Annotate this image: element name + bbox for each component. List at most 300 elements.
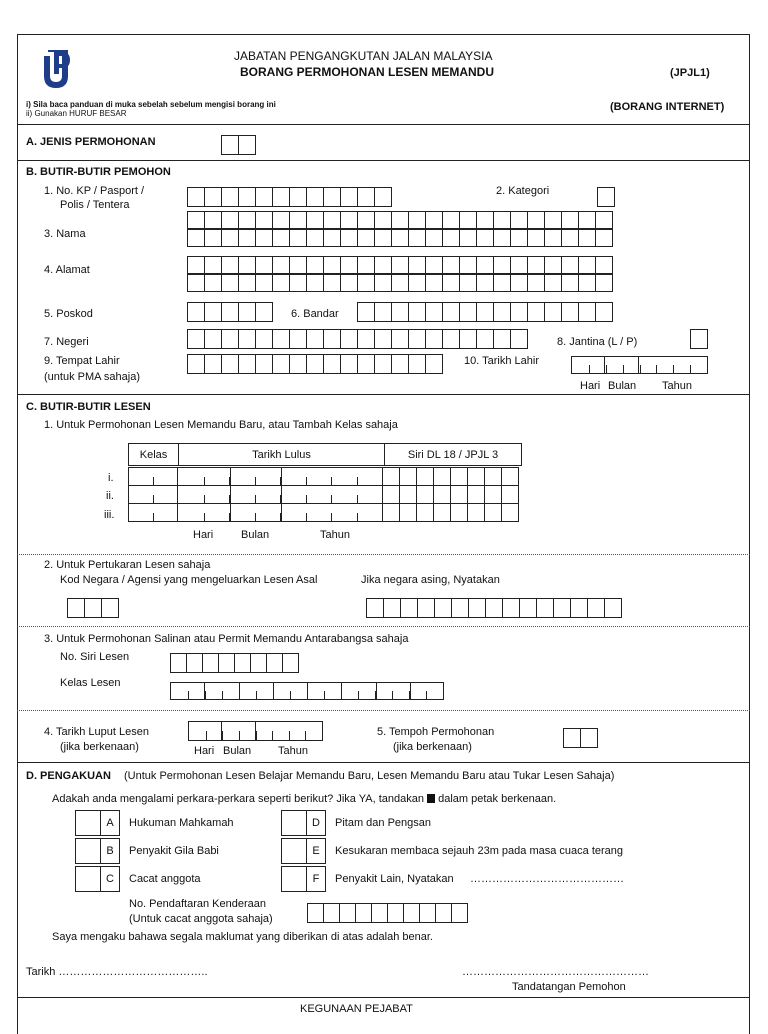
- char-box[interactable]: [357, 256, 375, 274]
- char-box[interactable]: [595, 302, 613, 322]
- char-box[interactable]: [435, 903, 452, 923]
- char-box[interactable]: [459, 302, 477, 322]
- char-box[interactable]: [425, 211, 443, 229]
- divider: [239, 682, 240, 700]
- char-box[interactable]: [417, 598, 435, 618]
- char-box[interactable]: [493, 229, 511, 247]
- char-box[interactable]: [187, 302, 205, 322]
- char-box[interactable]: [255, 302, 273, 322]
- char-box[interactable]: [510, 211, 528, 229]
- checkbox-b[interactable]: [75, 838, 101, 864]
- char-box[interactable]: [476, 229, 494, 247]
- char-box[interactable]: [425, 256, 443, 274]
- kod-negara-input[interactable]: [67, 598, 119, 618]
- bandar-label: 6. Bandar: [291, 308, 339, 320]
- section-b-title: B. BUTIR-BUTIR PEMOHON: [26, 166, 171, 178]
- char-box[interactable]: [459, 256, 477, 274]
- char-box[interactable]: [510, 274, 528, 292]
- char-box[interactable]: [544, 256, 562, 274]
- kelas-cell[interactable]: [128, 467, 178, 486]
- hari-label: Hari: [194, 745, 215, 757]
- char-box[interactable]: [408, 274, 426, 292]
- char-box[interactable]: [374, 256, 392, 274]
- bulan-label: Bulan: [241, 529, 270, 541]
- char-box[interactable]: [374, 187, 392, 207]
- divider: [638, 356, 639, 374]
- char-box[interactable]: [400, 598, 418, 618]
- jantina-input[interactable]: [690, 329, 708, 349]
- char-box[interactable]: [282, 653, 299, 673]
- tarikh-lulus-cell[interactable]: [177, 503, 383, 522]
- char-box[interactable]: [382, 503, 400, 522]
- char-box[interactable]: [484, 485, 502, 504]
- char-box[interactable]: [221, 354, 239, 374]
- char-box[interactable]: [595, 229, 613, 247]
- char-box[interactable]: [570, 598, 588, 618]
- char-box[interactable]: [306, 229, 324, 247]
- char-box[interactable]: [408, 354, 426, 374]
- char-box[interactable]: [501, 467, 519, 486]
- char-box[interactable]: [289, 211, 307, 229]
- char-box[interactable]: [493, 302, 511, 322]
- char-box[interactable]: [425, 354, 443, 374]
- char-box[interactable]: [451, 598, 469, 618]
- char-box[interactable]: [391, 354, 409, 374]
- char-box[interactable]: [374, 211, 392, 229]
- char-box[interactable]: [578, 274, 596, 292]
- char-box[interactable]: [527, 229, 545, 247]
- char-box[interactable]: [391, 211, 409, 229]
- char-box[interactable]: [238, 256, 256, 274]
- char-box[interactable]: [187, 274, 205, 292]
- kelas-cell[interactable]: [128, 485, 178, 504]
- char-box[interactable]: [272, 274, 290, 292]
- char-box[interactable]: [408, 229, 426, 247]
- char-box[interactable]: [476, 274, 494, 292]
- char-box[interactable]: [340, 274, 358, 292]
- char-box[interactable]: [442, 229, 460, 247]
- checkbox-label: Pitam dan Pengsan: [335, 817, 432, 829]
- tempoh-input[interactable]: [563, 728, 598, 748]
- char-box[interactable]: [450, 467, 468, 486]
- char-box[interactable]: [501, 503, 519, 522]
- char-box[interactable]: [578, 211, 596, 229]
- char-box[interactable]: [510, 229, 528, 247]
- char-box[interactable]: [391, 302, 409, 322]
- checkbox-d[interactable]: [281, 810, 307, 836]
- char-box[interactable]: [374, 329, 392, 349]
- char-box[interactable]: [238, 229, 256, 247]
- char-box[interactable]: [323, 354, 341, 374]
- char-box[interactable]: [255, 256, 273, 274]
- char-box[interactable]: [425, 329, 443, 349]
- char-box[interactable]: [289, 256, 307, 274]
- char-box[interactable]: [255, 274, 273, 292]
- nama-input-row-2[interactable]: [187, 229, 613, 247]
- negeri-input[interactable]: [187, 329, 528, 349]
- char-box[interactable]: [187, 187, 205, 207]
- char-box[interactable]: [323, 211, 341, 229]
- char-box[interactable]: [527, 211, 545, 229]
- checkbox-f[interactable]: [281, 866, 307, 892]
- char-box[interactable]: [204, 229, 222, 247]
- reg-label: No. Pendaftaran Kenderaan: [129, 898, 266, 910]
- char-box[interactable]: [255, 229, 273, 247]
- divider: [17, 626, 750, 627]
- char-box[interactable]: [416, 485, 434, 504]
- col-siri: Siri DL 18 / JPJL 3: [385, 444, 522, 466]
- char-box[interactable]: [578, 302, 596, 322]
- char-box[interactable]: [357, 187, 375, 207]
- char-box[interactable]: [357, 211, 375, 229]
- nama-input-row-1[interactable]: [187, 211, 613, 229]
- char-box[interactable]: [578, 229, 596, 247]
- char-box[interactable]: [527, 274, 545, 292]
- char-box[interactable]: [187, 329, 205, 349]
- col-tarikh: Tarikh Lulus: [179, 444, 385, 466]
- char-box[interactable]: [408, 211, 426, 229]
- char-box[interactable]: [204, 256, 222, 274]
- char-box[interactable]: [391, 229, 409, 247]
- char-box[interactable]: [451, 903, 468, 923]
- char-box[interactable]: [468, 598, 486, 618]
- char-box[interactable]: [476, 211, 494, 229]
- char-box[interactable]: [238, 211, 256, 229]
- divider: [17, 710, 750, 711]
- char-box[interactable]: [484, 467, 502, 486]
- char-box[interactable]: [442, 302, 460, 322]
- penyakit-lain-line[interactable]: ……………………………………: [470, 873, 624, 885]
- checkbox-letter: C: [100, 866, 120, 892]
- char-box[interactable]: [459, 229, 477, 247]
- char-box[interactable]: [238, 329, 256, 349]
- poskod-input[interactable]: [187, 302, 273, 322]
- char-box[interactable]: [382, 467, 400, 486]
- char-box[interactable]: [255, 329, 273, 349]
- char-box[interactable]: [391, 274, 409, 292]
- char-box[interactable]: [387, 903, 404, 923]
- bulan-label: Bulan: [608, 380, 637, 392]
- char-box[interactable]: [250, 653, 267, 673]
- char-box[interactable]: [340, 329, 358, 349]
- char-box[interactable]: [442, 274, 460, 292]
- char-box[interactable]: [510, 329, 528, 349]
- char-box[interactable]: [340, 256, 358, 274]
- jantina-label: 8. Jantina (L / P): [557, 336, 638, 348]
- char-box[interactable]: [467, 485, 485, 504]
- char-box[interactable]: [450, 503, 468, 522]
- char-box[interactable]: [476, 329, 494, 349]
- char-box[interactable]: [221, 256, 239, 274]
- reg-input[interactable]: [307, 903, 468, 923]
- char-box[interactable]: [221, 329, 239, 349]
- dept-name: JABATAN PENGANGKUTAN JALAN MALAYSIA: [234, 49, 493, 63]
- char-box[interactable]: [340, 354, 358, 374]
- tahun-label: Tahun: [278, 745, 308, 757]
- char-box[interactable]: [561, 229, 579, 247]
- tarikh-lahir-input[interactable]: [571, 356, 708, 374]
- char-box[interactable]: [186, 653, 203, 673]
- char-box[interactable]: [323, 229, 341, 247]
- char-box[interactable]: [221, 187, 239, 207]
- char-box[interactable]: [459, 211, 477, 229]
- char-box[interactable]: [323, 256, 341, 274]
- char-box[interactable]: [383, 598, 401, 618]
- char-box[interactable]: [459, 329, 477, 349]
- char-box[interactable]: [493, 329, 511, 349]
- divider: [410, 682, 411, 700]
- char-box[interactable]: [202, 653, 219, 673]
- char-box[interactable]: [527, 302, 545, 322]
- char-box[interactable]: [536, 598, 554, 618]
- char-box[interactable]: [67, 598, 85, 618]
- char-box[interactable]: [510, 256, 528, 274]
- reg-note: (Untuk cacat anggota sahaja): [129, 913, 273, 925]
- char-box[interactable]: [408, 329, 426, 349]
- char-box[interactable]: [561, 256, 579, 274]
- checkbox-label: Penyakit Gila Babi: [129, 845, 219, 857]
- char-box[interactable]: [255, 354, 273, 374]
- tarikh-lulus-cell[interactable]: [177, 485, 383, 504]
- char-box[interactable]: [357, 274, 375, 292]
- divider: [255, 721, 256, 741]
- char-box[interactable]: [221, 211, 239, 229]
- char-box[interactable]: [323, 187, 341, 207]
- char-box[interactable]: [408, 256, 426, 274]
- char-box[interactable]: [399, 485, 417, 504]
- alamat-input-row-2[interactable]: [187, 274, 613, 292]
- char-box[interactable]: [527, 256, 545, 274]
- char-box[interactable]: [544, 229, 562, 247]
- tarikh-field[interactable]: Tarikh …………………………………..: [26, 966, 208, 978]
- char-box[interactable]: [204, 211, 222, 229]
- checkbox-letter: D: [306, 810, 326, 836]
- kategori-input[interactable]: [597, 187, 615, 207]
- char-box[interactable]: [467, 503, 485, 522]
- char-box[interactable]: [323, 903, 340, 923]
- char-box[interactable]: [187, 211, 205, 229]
- char-box[interactable]: [416, 503, 434, 522]
- char-box[interactable]: [306, 274, 324, 292]
- char-box[interactable]: [459, 274, 477, 292]
- char-box[interactable]: [374, 354, 392, 374]
- char-box[interactable]: [450, 485, 468, 504]
- char-box[interactable]: [425, 302, 443, 322]
- char-box[interactable]: [425, 274, 443, 292]
- siri-cell[interactable]: [382, 485, 519, 504]
- char-box[interactable]: [501, 485, 519, 504]
- char-box[interactable]: [595, 274, 613, 292]
- char-box[interactable]: [433, 485, 451, 504]
- alamat-input-row-1[interactable]: [187, 256, 613, 274]
- checkbox-letter: F: [306, 866, 326, 892]
- siri-cell[interactable]: [382, 503, 519, 522]
- char-box[interactable]: [306, 187, 324, 207]
- no-siri-input[interactable]: [170, 653, 299, 673]
- char-box[interactable]: [544, 302, 562, 322]
- char-box[interactable]: [399, 467, 417, 486]
- char-box[interactable]: [433, 503, 451, 522]
- char-box[interactable]: [272, 187, 290, 207]
- checkbox-label: Hukuman Mahkamah: [129, 817, 234, 829]
- char-box[interactable]: [238, 354, 256, 374]
- char-box[interactable]: [434, 598, 452, 618]
- char-box[interactable]: [493, 256, 511, 274]
- checkbox-a[interactable]: [75, 810, 101, 836]
- char-box[interactable]: [485, 598, 503, 618]
- char-box[interactable]: [371, 903, 388, 923]
- char-box[interactable]: [289, 354, 307, 374]
- char-box[interactable]: [187, 256, 205, 274]
- char-box[interactable]: [255, 211, 273, 229]
- divider: [230, 467, 231, 486]
- office-use: KEGUNAAN PEJABAT: [300, 1003, 413, 1015]
- char-box[interactable]: [307, 903, 324, 923]
- char-box[interactable]: [187, 354, 205, 374]
- char-box[interactable]: [323, 329, 341, 349]
- char-box[interactable]: [306, 211, 324, 229]
- char-box[interactable]: [467, 467, 485, 486]
- form-title: BORANG PERMOHONAN LESEN MEMANDU: [240, 65, 495, 79]
- c-item-1: 1. Untuk Permohonan Lesen Memandu Baru, atau Tambah Kelas sahaja: [44, 419, 398, 431]
- char-box[interactable]: [306, 329, 324, 349]
- char-box[interactable]: [289, 329, 307, 349]
- char-box[interactable]: [382, 485, 400, 504]
- char-box[interactable]: [502, 598, 520, 618]
- char-box[interactable]: [357, 354, 375, 374]
- char-box[interactable]: [255, 187, 273, 207]
- divider: [17, 762, 750, 763]
- char-box[interactable]: [484, 503, 502, 522]
- char-box[interactable]: [323, 274, 341, 292]
- char-box[interactable]: [204, 329, 222, 349]
- char-box[interactable]: [238, 187, 256, 207]
- char-box[interactable]: [510, 302, 528, 322]
- char-box[interactable]: [442, 211, 460, 229]
- checkbox-label: Kesukaran membaca sejauh 23m pada masa cuaca terang: [335, 845, 624, 857]
- char-box[interactable]: [187, 229, 205, 247]
- char-box[interactable]: [493, 211, 511, 229]
- tahun-label: Tahun: [662, 380, 692, 392]
- checkbox-c[interactable]: [75, 866, 101, 892]
- char-box[interactable]: [399, 503, 417, 522]
- char-box[interactable]: [221, 274, 239, 292]
- char-box[interactable]: [289, 229, 307, 247]
- jenis-permohonan-input[interactable]: [221, 135, 256, 155]
- char-box[interactable]: [306, 256, 324, 274]
- char-box[interactable]: [553, 598, 571, 618]
- char-box[interactable]: [544, 274, 562, 292]
- char-box[interactable]: [442, 256, 460, 274]
- tarikh-lulus-cell[interactable]: [177, 467, 383, 486]
- char-box[interactable]: [204, 354, 222, 374]
- char-box[interactable]: [204, 187, 222, 207]
- char-box[interactable]: [587, 598, 605, 618]
- char-box[interactable]: [544, 211, 562, 229]
- char-box[interactable]: [289, 187, 307, 207]
- char-box[interactable]: [289, 274, 307, 292]
- char-box[interactable]: [391, 256, 409, 274]
- char-box[interactable]: [357, 329, 375, 349]
- char-box[interactable]: [238, 274, 256, 292]
- char-box[interactable]: [272, 256, 290, 274]
- char-box[interactable]: [425, 229, 443, 247]
- char-box[interactable]: [416, 467, 434, 486]
- char-box[interactable]: [476, 302, 494, 322]
- char-box[interactable]: [221, 229, 239, 247]
- char-box[interactable]: [493, 274, 511, 292]
- char-box[interactable]: [234, 653, 251, 673]
- char-box[interactable]: [357, 302, 375, 322]
- char-box[interactable]: [272, 354, 290, 374]
- char-box[interactable]: [355, 903, 372, 923]
- char-box[interactable]: [204, 274, 222, 292]
- char-box[interactable]: [340, 211, 358, 229]
- char-box[interactable]: [442, 329, 460, 349]
- divider: [17, 554, 750, 555]
- char-box[interactable]: [561, 302, 579, 322]
- tahun-label: Tahun: [320, 529, 350, 541]
- char-box[interactable]: [578, 256, 596, 274]
- char-box[interactable]: [170, 653, 187, 673]
- char-box[interactable]: [306, 354, 324, 374]
- char-box[interactable]: [604, 598, 622, 618]
- char-box[interactable]: [561, 274, 579, 292]
- kelas-cell[interactable]: [128, 503, 178, 522]
- bandar-input[interactable]: [357, 302, 613, 322]
- char-box[interactable]: [433, 467, 451, 486]
- char-box[interactable]: [340, 187, 358, 207]
- char-box[interactable]: [101, 598, 119, 618]
- char-box[interactable]: [595, 256, 613, 274]
- tempat-lahir-input[interactable]: [187, 354, 443, 374]
- checkbox-letter: A: [100, 810, 120, 836]
- section-a-title: A. JENIS PERMOHONAN: [26, 136, 156, 148]
- char-box[interactable]: [391, 329, 409, 349]
- char-box[interactable]: [340, 229, 358, 247]
- char-box[interactable]: [339, 903, 356, 923]
- siri-cell[interactable]: [382, 467, 519, 486]
- char-box[interactable]: [221, 302, 239, 322]
- char-box[interactable]: [84, 598, 102, 618]
- char-box[interactable]: [595, 211, 613, 229]
- char-box[interactable]: [476, 256, 494, 274]
- char-box[interactable]: [374, 302, 392, 322]
- char-box[interactable]: [408, 302, 426, 322]
- char-box[interactable]: [238, 302, 256, 322]
- char-box[interactable]: [218, 653, 235, 673]
- char-box[interactable]: [403, 903, 420, 923]
- signature-line[interactable]: ……………………………………………: [462, 966, 649, 978]
- char-box[interactable]: [357, 229, 375, 247]
- char-box[interactable]: [374, 229, 392, 247]
- kp-input[interactable]: [187, 187, 392, 207]
- char-box[interactable]: [272, 329, 290, 349]
- char-box[interactable]: [272, 229, 290, 247]
- row-label-1: i.: [108, 472, 114, 484]
- char-box[interactable]: [204, 302, 222, 322]
- char-box[interactable]: [419, 903, 436, 923]
- char-box[interactable]: [374, 274, 392, 292]
- checkbox-e[interactable]: [281, 838, 307, 864]
- divider: [17, 997, 750, 998]
- char-box[interactable]: [366, 598, 384, 618]
- char-box[interactable]: [266, 653, 283, 673]
- negara-asing-input[interactable]: [366, 598, 622, 618]
- char-box[interactable]: [272, 211, 290, 229]
- char-box[interactable]: [519, 598, 537, 618]
- char-box[interactable]: [561, 211, 579, 229]
